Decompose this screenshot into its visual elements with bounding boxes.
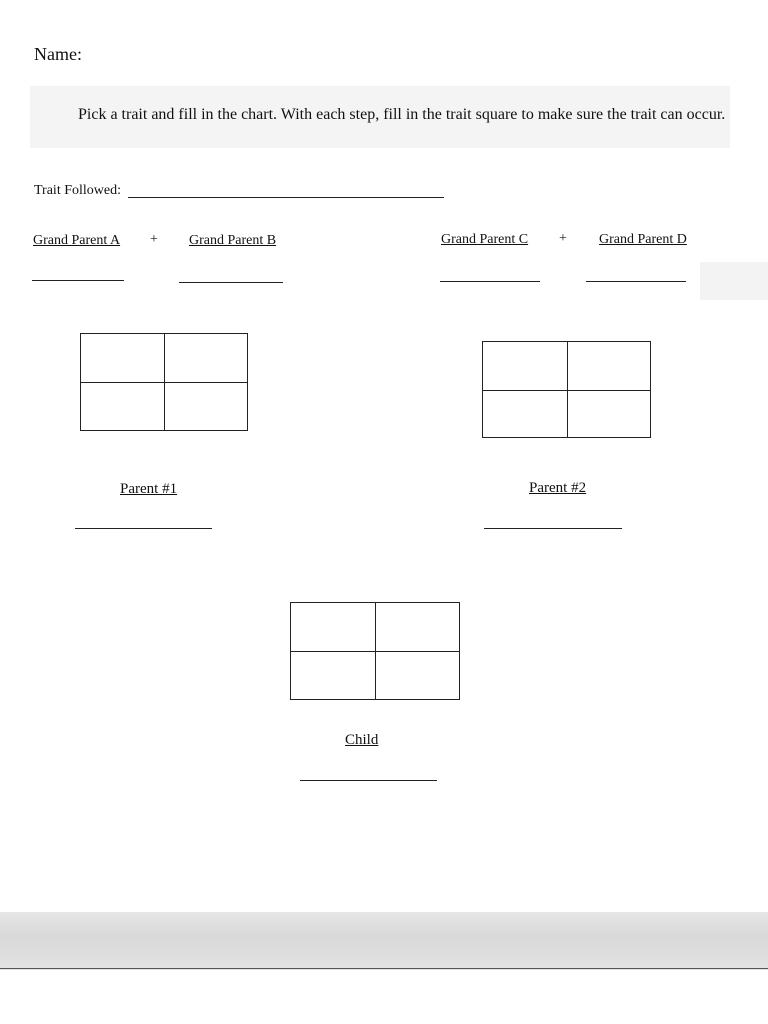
square-divider-horizontal bbox=[483, 390, 650, 391]
trait-followed-label: Trait Followed: bbox=[34, 183, 121, 198]
grandparent-c-blank[interactable] bbox=[440, 281, 540, 282]
grandparent-c-label: Grand Parent C bbox=[441, 232, 529, 247]
child-label: Child bbox=[345, 732, 379, 748]
grandparent-a-blank[interactable] bbox=[32, 280, 124, 281]
name-label: Name: bbox=[34, 44, 82, 64]
scan-shadow-bottom bbox=[0, 912, 768, 970]
grandparent-b-label: Grand Parent B bbox=[189, 233, 277, 248]
parent-1-label: Parent #1 bbox=[120, 481, 178, 497]
parent-1-blank[interactable] bbox=[75, 528, 212, 529]
instructions-text: Pick a trait and fill in the chart. With each step, fill in the trait square to make sure the trait can occur. bbox=[78, 106, 726, 123]
square-divider-horizontal bbox=[291, 651, 459, 652]
parent-2-blank[interactable] bbox=[484, 528, 622, 529]
plus-sign-right: + bbox=[559, 231, 567, 246]
grandparent-a-label: Grand Parent A bbox=[33, 233, 121, 248]
punnett-square-parent-1[interactable] bbox=[80, 333, 248, 431]
plus-sign-left: + bbox=[150, 232, 158, 247]
square-divider-horizontal bbox=[81, 382, 247, 383]
grandparent-d-label: Grand Parent D bbox=[599, 232, 687, 247]
grandparent-d-blank[interactable] bbox=[586, 281, 686, 282]
grandparent-b-blank[interactable] bbox=[179, 282, 283, 283]
punnett-square-child[interactable] bbox=[290, 602, 460, 700]
child-blank[interactable] bbox=[300, 780, 437, 781]
scan-shadow bbox=[700, 262, 768, 300]
scan-edge-line bbox=[0, 968, 768, 969]
parent-2-label: Parent #2 bbox=[529, 480, 587, 496]
punnett-square-parent-2[interactable] bbox=[482, 341, 651, 438]
trait-followed-blank[interactable] bbox=[128, 197, 444, 198]
